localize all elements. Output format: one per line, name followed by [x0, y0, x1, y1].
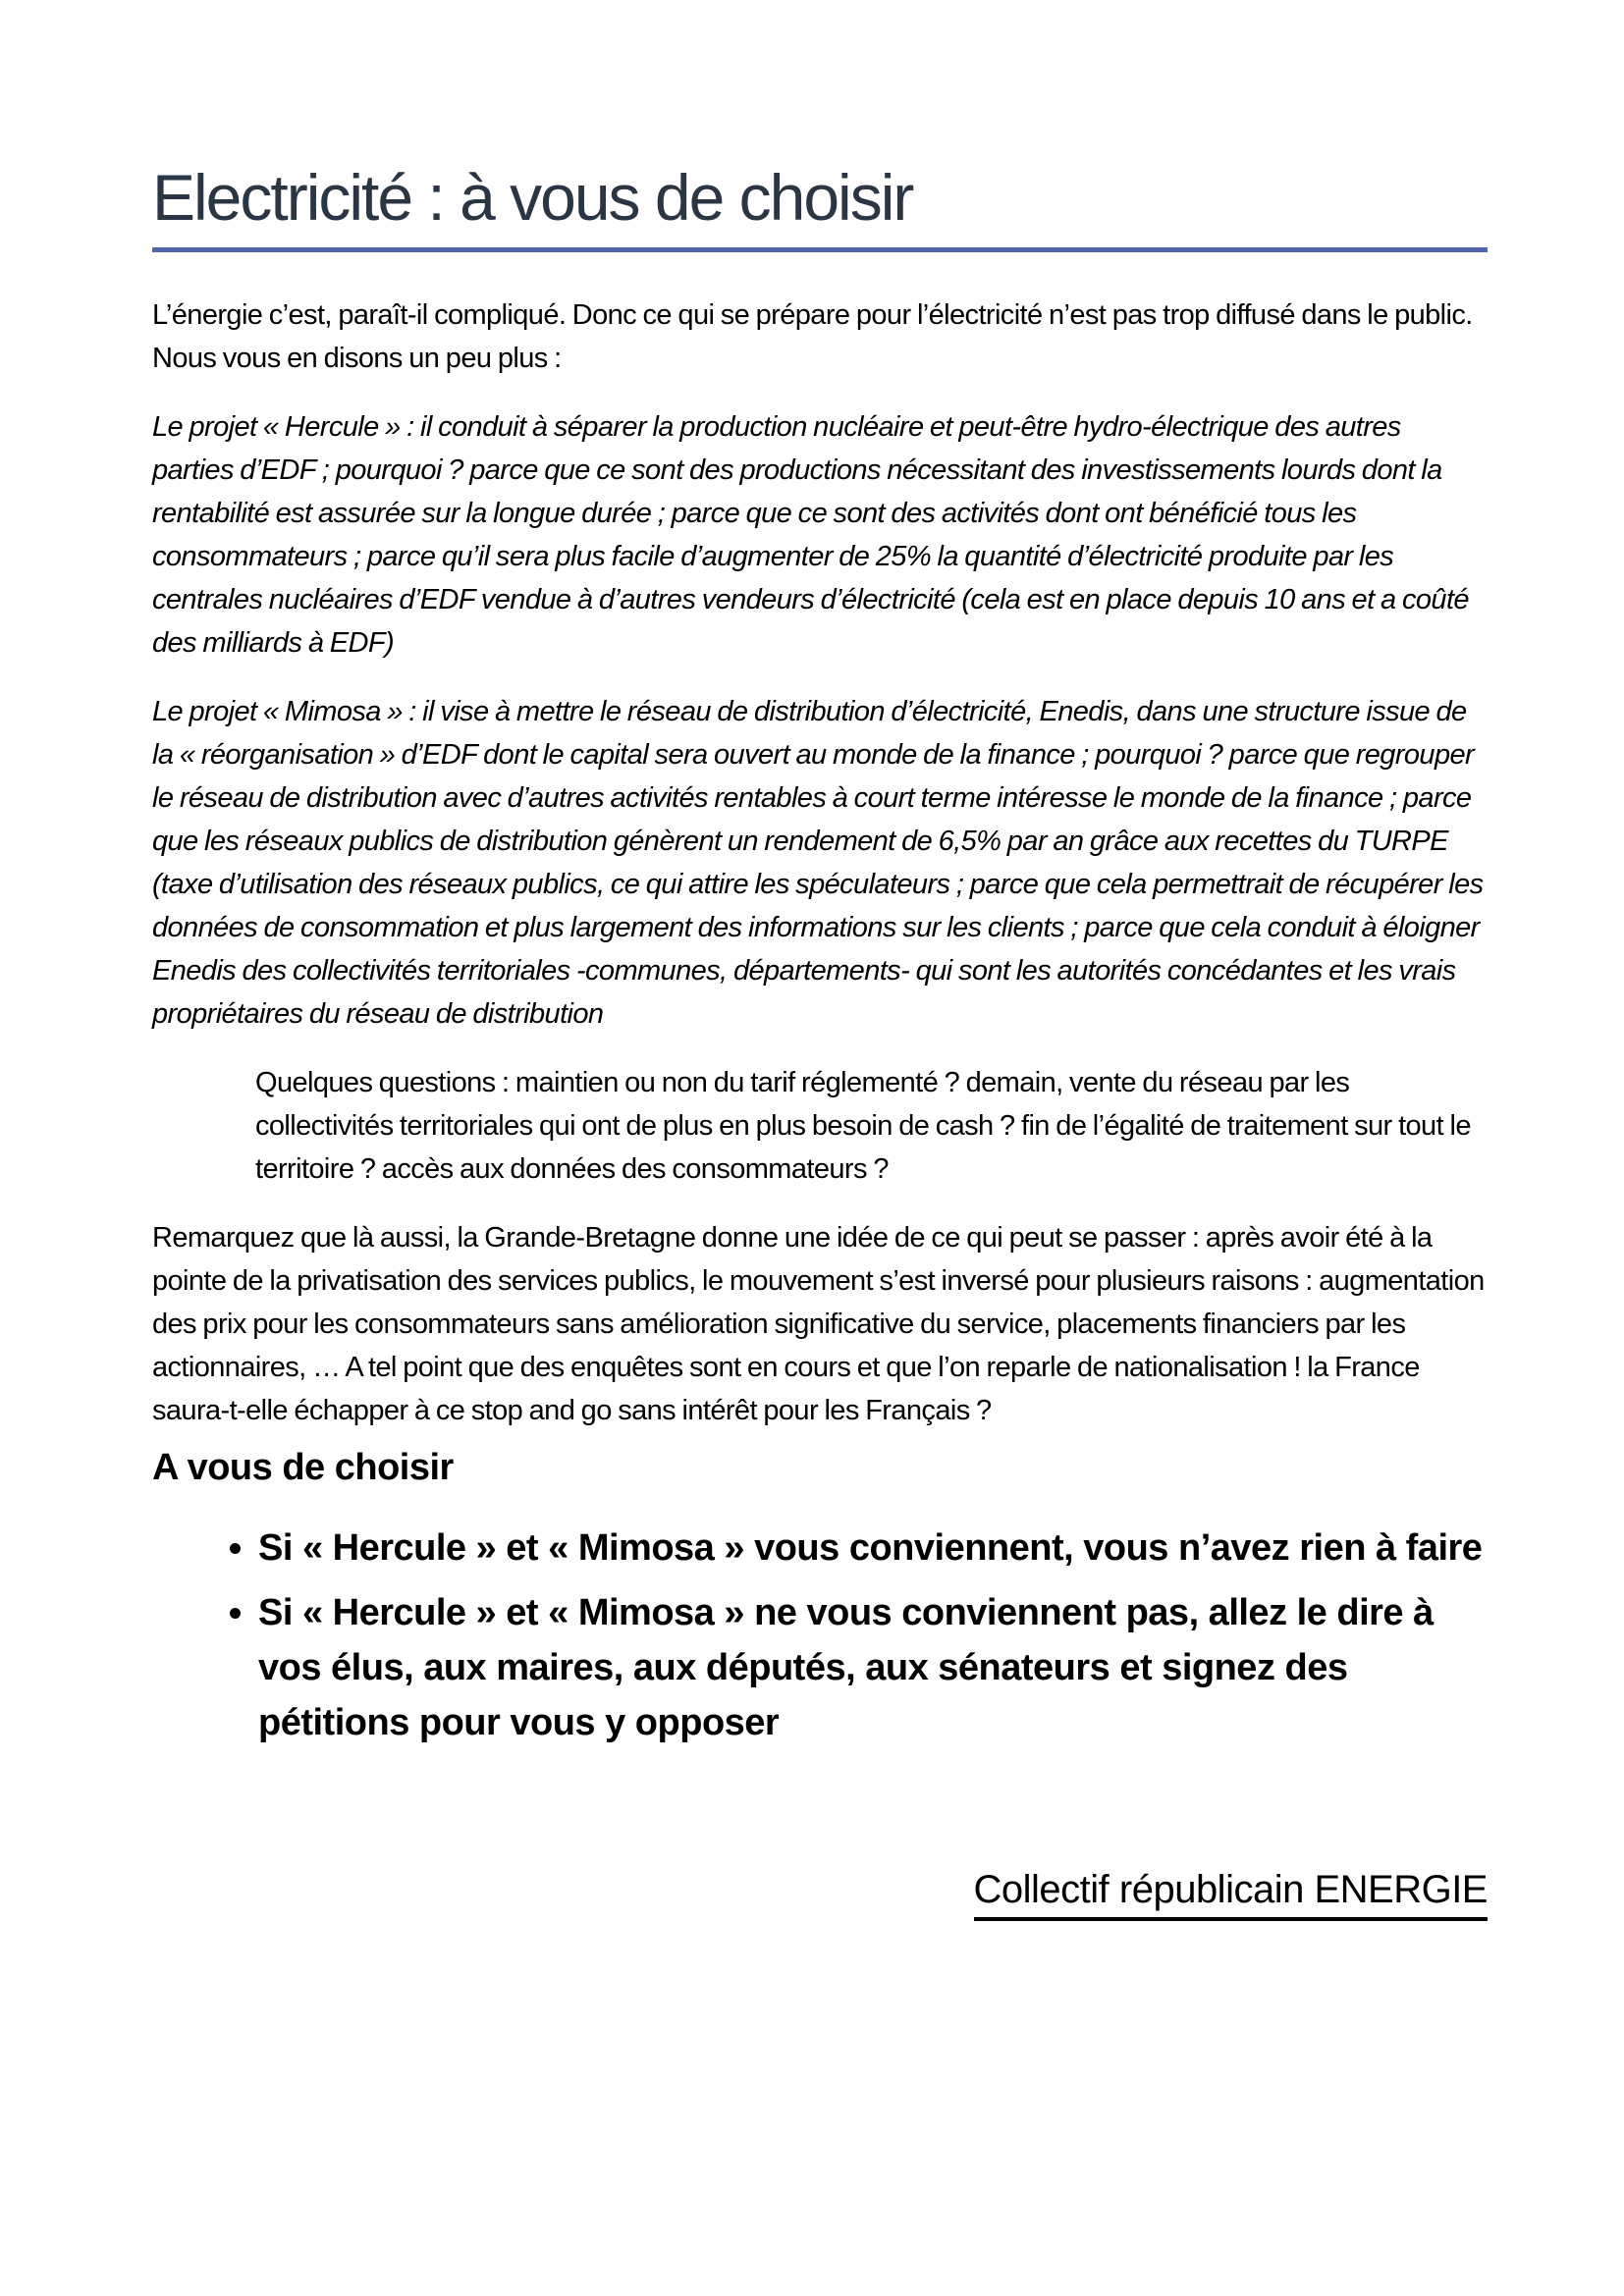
paragraph-intro: L’énergie c’est, paraît-il compliqué. Donc ce qui se prépare pour l’électricité n’est pas trop diffusé dans le public. Nous vous en disons un peu plus :	[152, 299, 1473, 374]
paragraph-projet-hercule: Le projet « Hercule » : il conduit à séparer la production nucléaire et peut-être hydro-électrique des autres parties d’EDF ; pourquoi ? parce que ce sont des productions nécessitant des investissements lourds dont la rentabilité est assurée sur la longue durée ; parce que ce sont des activités dont ont bénéficié tous les consommateurs ; parce qu’il sera plus facile d’augmenter de 25% la quantité d’électricité produite par les centrales nucléaires d’EDF vendue à d’autres vendeurs d’électricité (cela est en place depuis 10 ans et a coûté des milliards à EDF)	[152, 411, 1469, 659]
section-heading-a-vous-de-choisir: A vous de choisir	[152, 1447, 454, 1488]
title-underline-rule	[152, 247, 1488, 252]
paragraph-quelques-questions: Quelques questions : maintien ou non du tarif réglementé ? demain, vente du réseau par les collectivités territoriales qui ont de plus en plus besoin de cash ? fin de l’égalité de traitement sur tout le territoire ? accès aux données des consommateurs ?	[255, 1067, 1471, 1185]
paragraph-grande-bretagne: Remarquez que là aussi, la Grande-Bretagne donne une idée de ce qui peut se passer : après avoir été à la pointe de la privatisation des services publics, le mouvement s’est inversé pour plusieurs raisons : augmentation des prix pour les consommateurs sans amélioration significative du service, placements financiers par les actionnaires, … A tel point que des enquêtes sont en cours et que l’on reparle de nationalisation ! la France saura-t-elle échapper à ce stop and go sans intérêt pour les Français ?	[152, 1222, 1485, 1426]
list-item-ne-conviennent-pas: • Si « Hercule » et « Mimosa » ne vous conviennent pas, allez le dire à vos élus, aux maires, aux députés, aux sénateurs et signez des pétitions pour vous y opposer	[258, 1585, 1488, 1750]
paragraph-projet-mimosa: Le projet « Mimosa » : il vise à mettre le réseau de distribution d’électricité, Enedis, dans une structure issue de la « réorganisation » d’EDF dont le capital sera ouvert au monde de la finance ; pourquoi ? parce que regrouper le réseau de distribution avec d’autres activités rentables à court terme intéresse le monde de la finance ; parce que les réseaux publics de distribution génèrent un rendement de 6,5% par an grâce aux recettes du TURPE (taxe d’utilisation des réseaux publics, ce qui attire les spéculateurs ; parce que cela permettrait de récupérer les données de consommation et plus largement des informations sur les clients ; parce que cela conduit à éloigner Enedis des collectivités territoriales -communes, départements- qui sont les autorités concédantes et les vrais propriétaires du réseau de distribution	[152, 696, 1484, 1030]
signature-line	[152, 1866, 1488, 1921]
signature-text: Collectif républicain ENERGIE	[974, 1866, 1489, 1921]
bullet-list	[152, 1521, 1488, 1750]
page-title: Electricité : à vous de choisir	[152, 161, 913, 234]
list-item-conviennent: • Si « Hercule » et « Mimosa » vous conviennent, vous n’avez rien à faire	[258, 1521, 1488, 1575]
